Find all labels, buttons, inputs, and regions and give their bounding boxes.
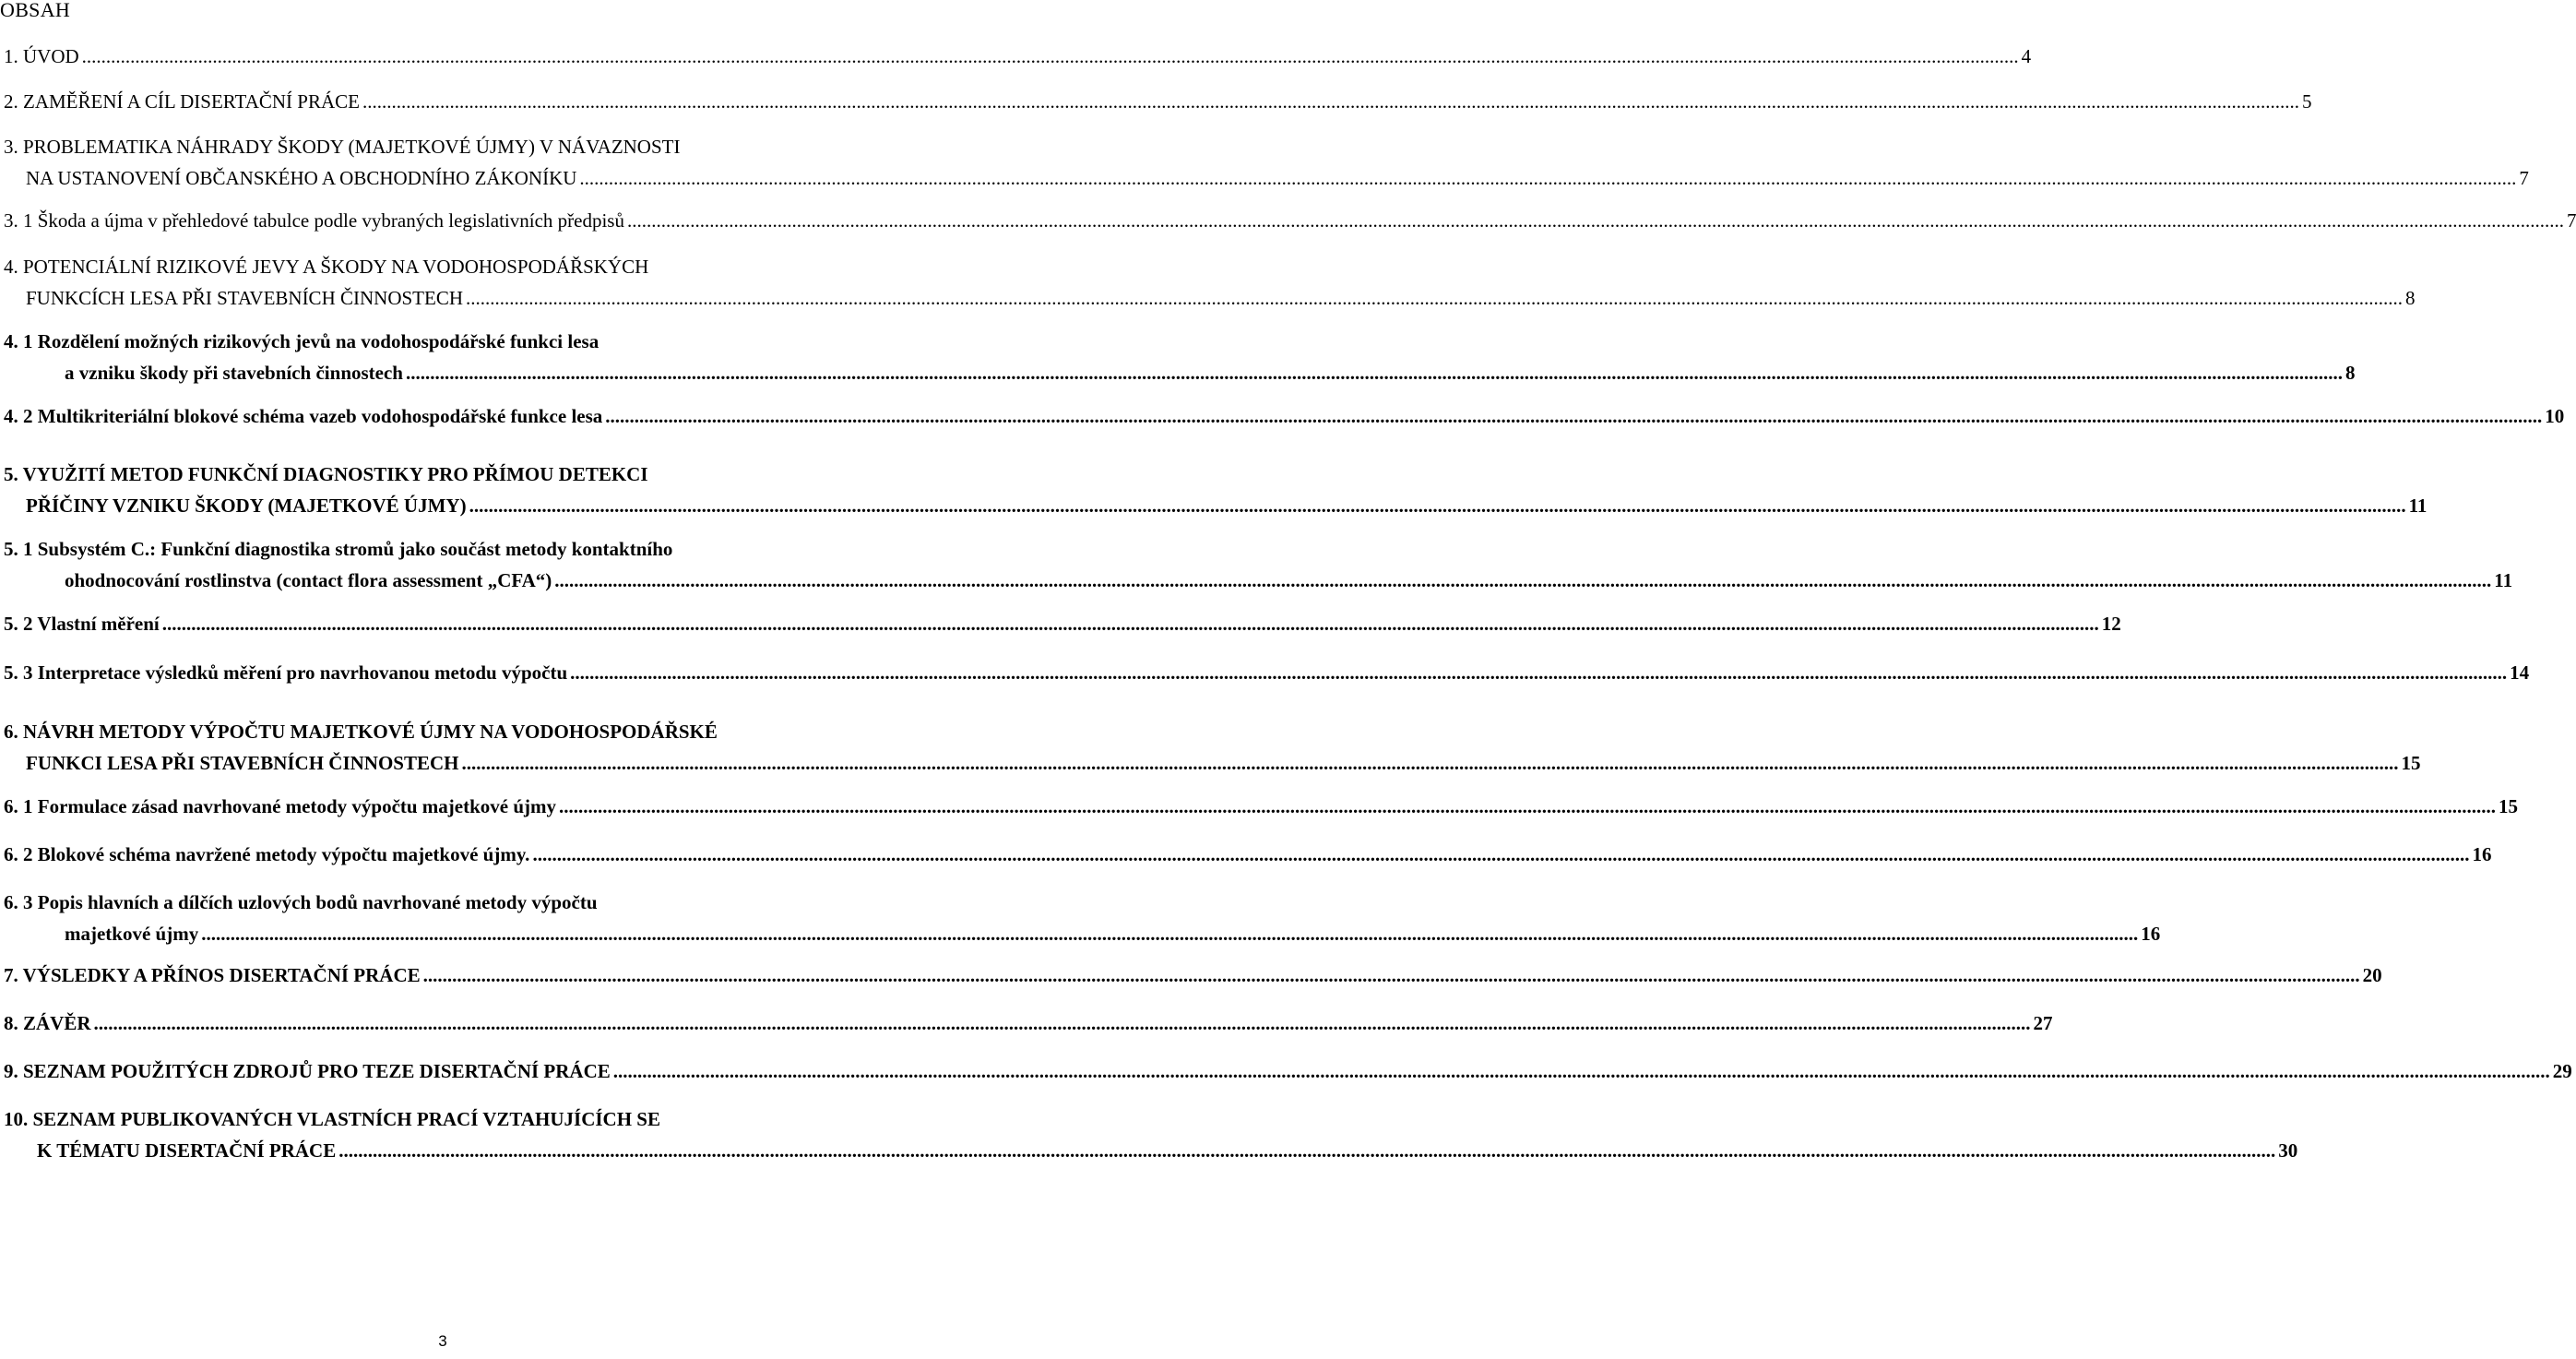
toc-entry-title: 3. PROBLEMATIKA NÁHRADY ŠKODY (MAJETKOVÉ ÚJMY) V NÁVAZNOSTI [4,136,681,158]
toc-entry[interactable] [0,533,2513,596]
toc-entry-title: 6. 3 Popis hlavních a dílčích uzlových bodů navrhované metody výpočtu [4,891,598,913]
toc-page-number: 12 [2101,613,2121,635]
toc-entry[interactable] [0,1055,2572,1087]
toc-entry[interactable] [0,131,2529,194]
dot-leader: ................................................................................................................................................................................................................................................................................................................................................................................................................ [338,1139,2276,1162]
dot-leader: ................................................................................................................................................................................................................................................................................................................................................................................................................ [532,843,2470,865]
dot-leader: ................................................................................................................................................................................................................................................................................................................................................................................................................ [461,752,2399,774]
toc-entry-title: majetkové újmy [65,923,199,945]
toc-page-number: 27 [2033,1012,2053,1034]
dot-leader: ................................................................................................................................................................................................................................................................................................................................................................................................................ [466,287,2403,309]
toc-entry[interactable] [0,1103,2298,1166]
toc-page-number: 15 [2499,795,2519,817]
toc-entry[interactable] [0,960,2382,991]
dot-leader: ................................................................................................................................................................................................................................................................................................................................................................................................................ [612,1060,2550,1082]
toc-page-number: 7 [2519,167,2529,189]
toc-page-number: 14 [2510,662,2530,684]
toc-page-number: 16 [2472,843,2492,865]
toc-entry-title: 6. NÁVRH METODY VÝPOČTU MAJETKOVÉ ÚJMY NA VODOHOSPODÁŘSKÉ [4,721,718,743]
dot-leader: ................................................................................................................................................................................................................................................................................................................................................................................................................ [570,662,2508,684]
toc-entry-title: 7. VÝSLEDKY A PŘÍNOS DISERTAČNÍ PRÁCE [4,964,421,986]
toc-entry-title: a vzniku škody při stavebních činnostech [65,362,403,384]
dot-leader: ................................................................................................................................................................................................................................................................................................................................................................................................................ [201,923,2139,945]
toc-entry-title: 4. POTENCIÁLNÍ RIZIKOVÉ JEVY A ŠKODY NA VODOHOSPODÁŘSKÝCH [4,256,649,278]
dot-leader: ................................................................................................................................................................................................................................................................................................................................................................................................................ [81,45,2019,67]
toc-entry-title: 3. 1 Škoda a újma v přehledové tabulce podle vybraných legislativních předpisů [4,209,624,232]
toc-entry[interactable] [0,251,2416,314]
toc-entry-title: 4. 1 Rozdělení možných rizikových jevů na vodohospodářské funkci lesa [4,330,599,352]
toc-page-number: 5 [2301,90,2312,113]
toc-page-number: 8 [2405,287,2416,309]
dot-leader: ................................................................................................................................................................................................................................................................................................................................................................................................................ [362,90,2299,113]
toc-entry-title: K TÉMATU DISERTAČNÍ PRÁCE [37,1139,337,1162]
dot-leader: ................................................................................................................................................................................................................................................................................................................................................................................................................ [626,209,2564,232]
dot-leader: ................................................................................................................................................................................................................................................................................................................................................................................................................ [579,167,2517,189]
toc-entry-title: 8. ZÁVĚR [4,1012,91,1034]
dot-leader: ................................................................................................................................................................................................................................................................................................................................................................................................................ [554,569,2492,591]
toc-entry-title: 6. 2 Blokové schéma navržené metody výpočtu majetkové újmy. [4,843,530,865]
toc-entry-title: 2. ZAMĚŘENÍ A CÍL DISERTAČNÍ PRÁCE [4,90,360,113]
dot-leader: ................................................................................................................................................................................................................................................................................................................................................................................................................ [559,795,2497,817]
toc-entry[interactable] [0,326,2356,388]
toc-entry-title: 6. 1 Formulace zásad navrhované metody výpočtu majetkové újmy [4,795,557,817]
dot-leader: ................................................................................................................................................................................................................................................................................................................................................................................................................ [469,495,2406,517]
toc-entry[interactable] [0,657,2530,688]
toc-entry[interactable] [0,887,2161,949]
toc-entry-title: 4. 2 Multikriteriální blokové schéma vazeb vodohospodářské funkce lesa [4,405,603,427]
page-number: 3 [438,1332,447,1350]
toc-heading: OBSAH [0,0,71,21]
dot-leader: ................................................................................................................................................................................................................................................................................................................................................................................................................ [93,1012,2031,1034]
dot-leader: ................................................................................................................................................................................................................................................................................................................................................................................................................ [605,405,2543,427]
dot-leader: ................................................................................................................................................................................................................................................................................................................................................................................................................ [422,964,2360,986]
toc-page-number: 7 [2566,209,2576,232]
toc-entry-title: PŘÍČINY VZNIKU ŠKODY (MAJETKOVÉ ÚJMY) [26,495,467,517]
toc-entry-title: 5. 1 Subsystém C.: Funkční diagnostika stromů jako součást metody kontaktního [4,538,673,560]
toc-entry-title: FUNKCÍCH LESA PŘI STAVEBNÍCH ČINNOSTECH [26,287,463,309]
toc-entry[interactable] [0,1007,2053,1039]
toc-entry-title: 9. SEZNAM POUŽITÝCH ZDROJŮ PRO TEZE DISERTAČNÍ PRÁCE [4,1060,611,1082]
toc-page-number: 8 [2345,362,2356,384]
toc-entry[interactable] [0,205,2576,236]
toc-entry[interactable] [0,41,2032,72]
toc-page-number: 15 [2401,752,2421,774]
toc-entry-title: FUNKCI LESA PŘI STAVEBNÍCH ČINNOSTECH [26,752,459,774]
toc-entry-title: 5. VYUŽITÍ METOD FUNKČNÍ DIAGNOSTIKY PRO PŘÍMOU DETEKCI [4,463,648,485]
toc-entry[interactable] [0,791,2519,822]
toc-entry[interactable] [0,400,2565,432]
toc-entry-title: 5. 3 Interpretace výsledků měření pro navrhovanou metodu výpočtu [4,662,568,684]
toc-entry[interactable] [0,608,2121,639]
dot-leader: ................................................................................................................................................................................................................................................................................................................................................................................................................ [406,362,2343,384]
toc-entry[interactable] [0,86,2312,117]
toc-entry[interactable] [0,839,2492,870]
toc-entry-title: NA USTANOVENÍ OBČANSKÉHO A OBCHODNÍHO ZÁKONÍKU [26,167,577,189]
toc-entry[interactable] [0,716,2421,779]
dot-leader: ................................................................................................................................................................................................................................................................................................................................................................................................................ [161,613,2099,635]
toc-page-number: 29 [2552,1060,2572,1082]
toc-entry[interactable] [0,459,2428,521]
toc-page-number: 11 [2408,495,2428,517]
toc-page-number: 11 [2494,569,2513,591]
toc-page-number: 16 [2141,923,2161,945]
toc-page-number: 10 [2545,405,2565,427]
toc-entry-title: 10. SEZNAM PUBLIKOVANÝCH VLASTNÍCH PRACÍ VZTAHUJÍCÍCH SE [4,1108,660,1130]
toc-page-number: 30 [2278,1139,2298,1162]
toc-entry-title: ohodnocování rostlinstva (contact flora assessment „CFA“) [65,569,552,591]
toc-entry-title: 5. 2 Vlastní měření [4,613,160,635]
toc-entry-title: 1. ÚVOD [4,45,79,67]
toc-page-number: 4 [2021,45,2032,67]
toc-page-number: 20 [2362,964,2382,986]
